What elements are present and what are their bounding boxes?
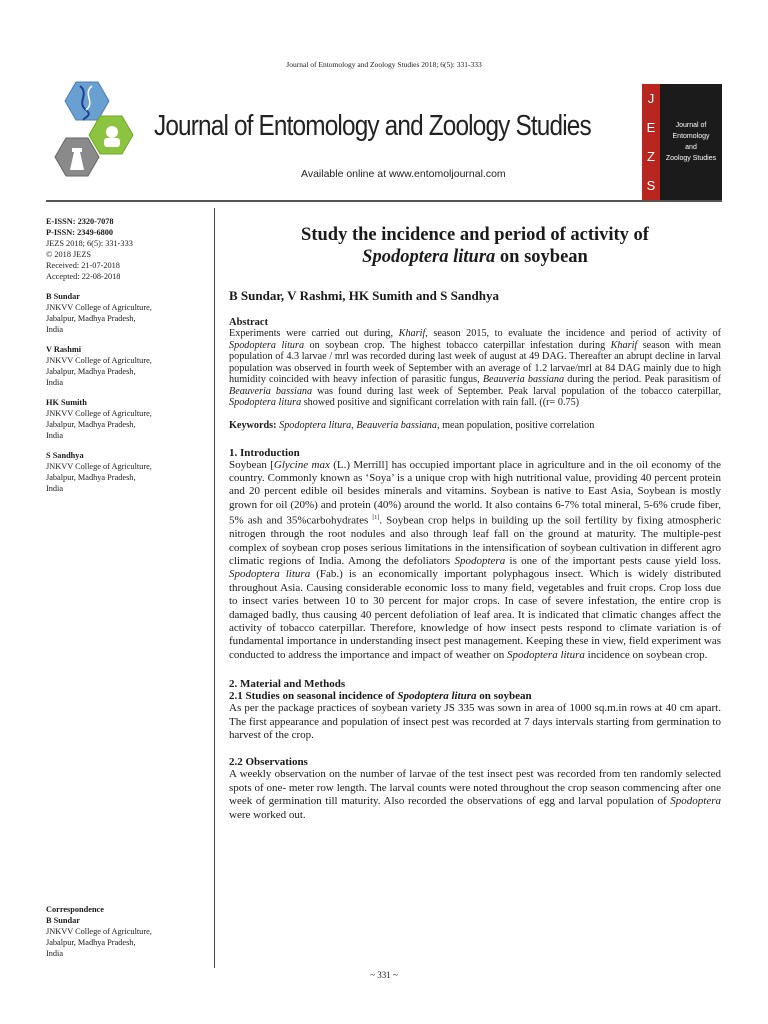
subheading-prefix: 2.1 Studies on seasonal incidence of <box>229 690 398 703</box>
author-affiliation <box>46 291 206 335</box>
affil-line: Jabalpur, Madhya Pradesh, <box>46 938 136 947</box>
affil-line: JNKVV College of Agriculture, <box>46 409 152 418</box>
text-run: (Fab.) is an economically important polyphagous insect. Which is widely distributed throughout Asia. Causing considerable economic loss to many field, vegetables and fruit crops. Crop loss due to insect varies between 10 to 30 percent for major crops. In case of severe infestation, the entire crop is damaged badly, thus causing 40 percent defoliation of leaf area. It is indicated that climatic changes affect the activity of tobacco caterpillar. Therefore, knowledge of how insect pests respond to climate variation is of fundamental importance in understanding insect pest management. Keeping these in view, field experiment was conducted to address the importance and impact of weather on <box>229 568 721 661</box>
copyright: © 2018 JEZS <box>46 250 92 259</box>
methods-heading: 2. Material and Methods <box>229 678 346 691</box>
eissn: E-ISSN: 2320-7078 <box>46 217 114 226</box>
methods-text <box>229 702 721 742</box>
italic-run: Spodoptera litura <box>506 648 585 661</box>
text-run: Experiments were carried out during, <box>229 328 399 339</box>
strip-letter: Z <box>647 149 655 164</box>
italic-run: Kharif <box>610 339 638 351</box>
side-line: Zoology Studies <box>665 155 717 162</box>
banner-divider <box>46 200 722 202</box>
affil-line: Jabalpur, Madhya Pradesh, <box>46 473 136 482</box>
italic-run: Spodoptera <box>670 795 721 808</box>
journal-ref: JEZS 2018; 6(5): 331-333 <box>46 239 133 248</box>
journal-availability: Available online at www.entomoljournal.com <box>301 168 506 180</box>
side-line: Journal of <box>675 122 707 129</box>
affil-line: JNKVV College of Agriculture, <box>46 303 152 312</box>
jezs-side-label <box>660 84 722 200</box>
keywords <box>229 420 721 431</box>
italic-run: Kharif <box>398 328 426 339</box>
abstract-text <box>229 328 721 409</box>
citation-ref: [1] <box>372 515 380 522</box>
author-affiliation <box>46 344 206 388</box>
observations-text <box>229 768 721 822</box>
title-tail: on soybean <box>495 247 588 267</box>
affil-line: India <box>46 378 64 387</box>
text-run: (L.) Merrill] has occupied important place in agriculture and in the oil economy of the country. Commonly known as ‘Soya’ is a unique crop with high nutritional value, providing 40 percent protein and 20 percent edible oil besides minerals and vitamins. Soybean is native to East Asia, Soybean is mostly grown for oil (20%) and protein (40%) around the world. It also contains 6-7% total mineral, 5-6% crude fiber, 5% ash and 35%carbohydrates <box>229 458 721 527</box>
article-main <box>229 224 721 822</box>
citation-line: Journal of Entomology and Zoology Studies 2018; 6(5): 331-333 <box>286 60 482 69</box>
text-run: incidence on soybean crop. <box>584 648 708 661</box>
keywords-label: Keywords: <box>229 419 277 431</box>
text-run: on soybean crop. The highest tobacco caterpillar infestation during <box>304 339 611 351</box>
abstract-heading: Abstract <box>229 317 269 328</box>
italic-run: Spodoptera litura <box>279 419 352 431</box>
author-name: B Sundar <box>46 292 80 301</box>
jezs-strip <box>642 84 660 200</box>
italic-run: Beauveria bassiana <box>356 419 437 431</box>
strip-letter: J <box>647 91 655 106</box>
author-affiliation <box>46 450 206 494</box>
side-line: and <box>685 144 697 151</box>
affil-line: India <box>46 431 64 440</box>
pissn: P-ISSN: 2349-6800 <box>46 228 114 237</box>
side-line: Entomology <box>672 133 710 140</box>
introduction-text <box>229 459 721 663</box>
italic-run: Spodoptera litura <box>229 397 302 408</box>
strip-letter: E <box>646 120 656 135</box>
accepted-date: Accepted: 22-08-2018 <box>46 272 121 281</box>
page-number: ~ 331 ~ <box>370 970 398 980</box>
text-run: , season 2015, to evaluate the incidence and period of activity of <box>425 328 721 339</box>
affil-line: India <box>46 484 64 493</box>
correspondence-name: B Sundar <box>46 916 80 925</box>
received-date: Received: 21-07-2018 <box>46 261 120 270</box>
italic-run: Beauveria bassiana <box>482 374 565 385</box>
title-species: Spodoptera litura <box>362 247 496 267</box>
column-divider <box>214 208 215 968</box>
title-line: Study the incidence and period of activity of <box>301 225 649 245</box>
italic-run: Glycine max <box>273 458 330 471</box>
subheading-suffix: on soybean <box>476 690 532 703</box>
affil-line: Jabalpur, Madhya Pradesh, <box>46 420 136 429</box>
affil-line: JNKVV College of Agriculture, <box>46 356 152 365</box>
affil-line: India <box>46 325 64 334</box>
author-affiliation <box>46 397 206 441</box>
journal-title: Journal of Entomology and Zoology Studies <box>154 110 591 142</box>
article-title <box>229 224 721 268</box>
sidebar <box>46 216 206 494</box>
subheading-species: Spodoptera litura <box>397 690 477 703</box>
text-run: during the period. Peak parasitism of <box>564 374 721 385</box>
affil-line: India <box>46 949 64 958</box>
author-name: HK Sumith <box>46 398 87 407</box>
affil-line: Jabalpur, Madhya Pradesh, <box>46 367 136 376</box>
text-run: is one of the important pests cause yield loss. <box>505 555 721 567</box>
strip-letter: S <box>646 178 656 193</box>
affil-line: JNKVV College of Agriculture, <box>46 462 152 471</box>
text-run: A weekly observation on the number of larvae of the test insect pest was recorded from ten randomly selected spots of one- meter row length. The larval counts were noted throughout the crop season commencing after one week of germination till maturity. Also recorded the observations of egg and larval population of <box>229 768 721 808</box>
text-run: . Soybean crop helps in building up the soil fertility by fixing atmospheric nitrogen through the root nodules and also through leaf fall on the ground at maturity. The multiple-pest complex of soybean crop poses serious limitations in the intensification of soybean cultivation in different agro climatic regions of India. Among the defoliators <box>229 514 721 567</box>
observations-heading: 2.2 Observations <box>229 756 308 769</box>
text-run: Soybean [ <box>229 458 274 471</box>
keywords-list <box>277 420 595 431</box>
journal-logo-icon <box>46 74 141 200</box>
italic-run: Spodoptera litura <box>229 568 311 581</box>
text-run: , <box>351 419 357 431</box>
text-run: were worked out. <box>229 808 306 821</box>
italic-run: Beauveria bassiana <box>229 385 313 397</box>
text-run: season with mean population of 4.3 larvae / mrl was recorded during last week of august at 49 DAG. Thereafter an abrupt decline in larval population was observed in fourth week of September with an average of 1.2 larvae/mrl at 84 DAG mainly due to high humidity coincided with heavy infection of parasitic fungus, <box>229 339 721 385</box>
text-run: , mean population, positive correlation <box>437 419 595 431</box>
affil-line: Jabalpur, Madhya Pradesh, <box>46 314 136 323</box>
article-authors: B Sundar, V Rashmi, HK Sumith and S Sandhya <box>229 288 499 303</box>
text-run: As per the package practices of soybean variety JS 335 was sown in area of 1000 sq.m.in rows at 40 cm apart. The first appearance and population of insect pest was recorded at 7 days intervals starting from germination to harvest of the crop. <box>229 702 721 742</box>
affil-line: JNKVV College of Agriculture, <box>46 927 152 936</box>
author-name: V Rashmi <box>46 345 82 354</box>
text-run: showed positive and significant correlation with rain fall. ((r= 0.75) <box>301 397 580 408</box>
correspondence-label: Correspondence <box>46 905 104 914</box>
methods-subheading <box>229 690 721 702</box>
text-run: was found during last week of September. Peak larval population of the tobacco caterpillar, <box>312 385 721 397</box>
correspondence <box>46 904 206 959</box>
introduction-heading: 1. Introduction <box>229 446 300 459</box>
italic-run: Spodoptera <box>454 555 506 567</box>
journal-banner <box>46 74 722 200</box>
author-name: S Sandhya <box>46 451 84 460</box>
italic-run: Spodoptera litura <box>229 339 305 351</box>
